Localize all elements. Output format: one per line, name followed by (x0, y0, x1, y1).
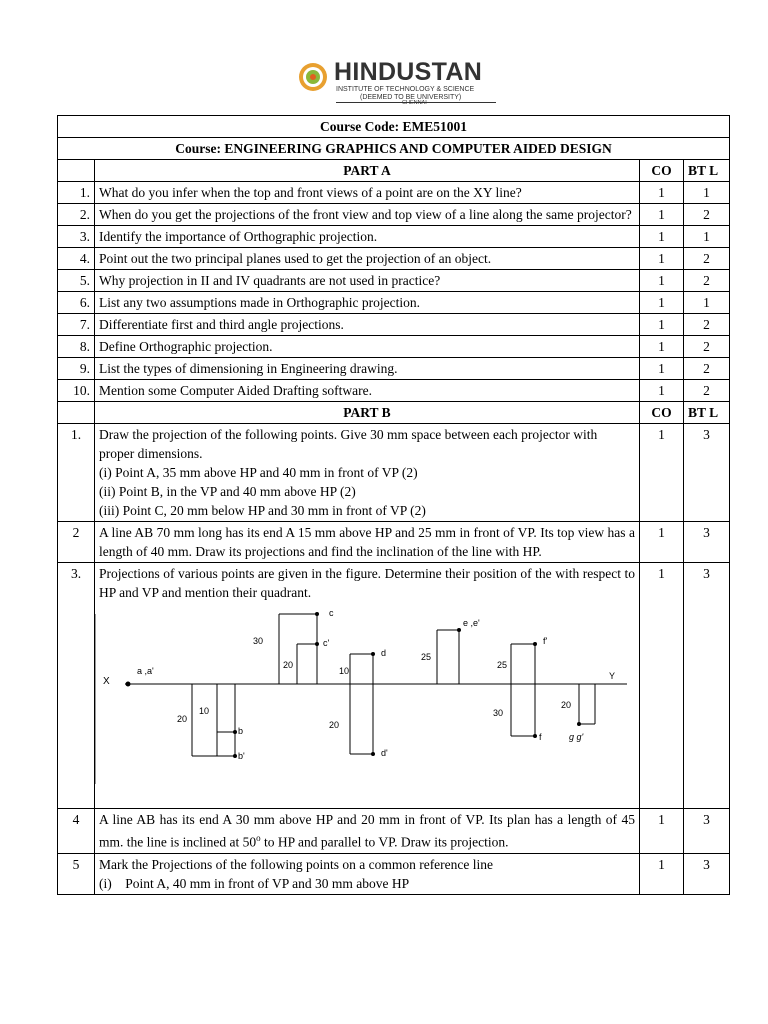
question-line: Projections of various points are given in the figure. Determine their position of the with respect to HP and VP and mention their quadrant. (99, 566, 635, 600)
part-a-title: PART A (95, 160, 640, 182)
question-row (58, 336, 730, 358)
question-line: (iii) Point C, 20 mm below HP and 30 mm in front of VP (2) (99, 503, 426, 518)
question-line: (ii) Point B, in the VP and 40 mm above HP (2) (99, 484, 356, 499)
co-value: 1 (640, 853, 684, 894)
co-header: CO (640, 160, 684, 182)
btl-value: 1 (684, 292, 730, 314)
question-number: 6. (58, 292, 95, 314)
question-row (58, 522, 730, 563)
label-c: c (329, 608, 334, 618)
question-line: Mark the Projections of the following points on a common reference line (99, 856, 494, 872)
logo-name: HINDUSTAN (334, 58, 483, 86)
projection-figure (99, 602, 635, 807)
question-text: What do you infer when the top and front views of a point are on the XY line? (95, 182, 640, 204)
label-a: a ,a' (137, 666, 154, 676)
logo-subtitle: INSTITUTE OF TECHNOLOGY & SCIENCE (336, 86, 475, 93)
dim-e25: 25 (421, 652, 432, 662)
co-value: 1 (640, 358, 684, 380)
question-row (58, 248, 730, 270)
btl-value: 1 (684, 226, 730, 248)
co-header: CO (640, 402, 684, 424)
dim-c30: 30 (253, 636, 264, 646)
question-text: Define Orthographic projection. (95, 336, 640, 358)
question-text: Differentiate first and third angle projections. (95, 314, 640, 336)
question-text (95, 563, 640, 809)
question-number: 4 (58, 809, 95, 854)
part-b-header (58, 402, 730, 424)
dim-b20: 20 (177, 714, 188, 724)
question-text: A line AB 70 mm long has its end A 15 mm above HP and 25 mm in front of VP. Its top view has a length of 40 mm. Draw its projections and find the inclination of the line with HP. (95, 522, 640, 563)
question-number: 4. (58, 248, 95, 270)
question-number: 8. (58, 336, 95, 358)
question-row (58, 809, 730, 854)
question-text: When do you get the projections of the front view and top view of a line along the same projector? (95, 204, 640, 226)
label-f-prime: f' (543, 636, 548, 646)
question-number: 3. (58, 563, 95, 809)
co-value: 1 (640, 336, 684, 358)
x-label: X (103, 676, 110, 687)
question-text-part: A line AB has its end A 30 mm above HP and 20 mm in front of VP. Its plan has a length of 45 mm. the line is inclined at 50 (99, 812, 635, 850)
question-row (58, 563, 730, 809)
co-value: 1 (640, 522, 684, 563)
dim-b10: 10 (199, 706, 210, 716)
btl-value: 3 (684, 522, 730, 563)
co-value: 1 (640, 424, 684, 522)
label-e: e ,e' (463, 618, 480, 628)
label-d-prime: d' (381, 748, 388, 758)
question-number: 7. (58, 314, 95, 336)
co-value: 1 (640, 809, 684, 854)
question-text: List the types of dimensioning in Engineering drawing. (95, 358, 640, 380)
label-f: f (539, 732, 542, 742)
question-text (95, 424, 640, 522)
btl-value: 2 (684, 248, 730, 270)
question-subline: (i) Point A, 40 mm in front of VP and 30 mm above HP (99, 875, 410, 891)
label-b: b (238, 726, 244, 736)
dim-d20: 20 (329, 720, 340, 730)
question-row (58, 380, 730, 402)
dim-d10: 10 (339, 666, 350, 676)
co-value: 1 (640, 270, 684, 292)
btl-header: BT L (684, 402, 730, 424)
co-value: 1 (640, 563, 684, 809)
question-text-part: to HP and parallel to VP. Draw its projection. (260, 834, 509, 850)
question-text: Identify the importance of Orthographic projection. (95, 226, 640, 248)
question-row (58, 270, 730, 292)
question-text (95, 853, 640, 894)
dim-f25: 25 (497, 660, 508, 670)
btl-value: 2 (684, 270, 730, 292)
co-value: 1 (640, 204, 684, 226)
question-text: Mention some Computer Aided Drafting software. (95, 380, 640, 402)
btl-value: 2 (684, 336, 730, 358)
logo-city: CHENNAI (402, 100, 427, 106)
question-row (58, 853, 730, 894)
question-number: 1. (58, 182, 95, 204)
institute-logo (298, 60, 502, 110)
question-row (58, 226, 730, 248)
btl-value: 3 (684, 809, 730, 854)
question-line: (i) Point A, 35 mm above HP and 40 mm in front of VP (2) (99, 465, 418, 480)
question-paper-table (57, 115, 730, 895)
label-c-prime: c' (323, 638, 330, 648)
question-row (58, 358, 730, 380)
btl-value: 3 (684, 853, 730, 894)
question-row (58, 424, 730, 522)
degree-symbol: o (256, 833, 261, 843)
course-code: Course Code: EME51001 (58, 116, 730, 138)
question-number: 5. (58, 270, 95, 292)
co-value: 1 (640, 314, 684, 336)
question-row (58, 182, 730, 204)
logo-subtitle-2: (DEEMED TO BE UNIVERSITY) (360, 94, 462, 101)
btl-value: 2 (684, 380, 730, 402)
question-row (58, 204, 730, 226)
co-value: 1 (640, 182, 684, 204)
btl-value: 2 (684, 358, 730, 380)
logo-emblem-icon (298, 62, 328, 92)
btl-value: 3 (684, 563, 730, 809)
btl-value: 2 (684, 314, 730, 336)
question-line: Draw the projection of the following points. Give 30 mm space between each projector with proper dimensions. (99, 427, 598, 461)
question-text: List any two assumptions made in Orthographic projection. (95, 292, 640, 314)
question-number: 1. (58, 424, 95, 522)
btl-value: 1 (684, 182, 730, 204)
question-number: 3. (58, 226, 95, 248)
dim-g20: 20 (561, 700, 572, 710)
co-value: 1 (640, 248, 684, 270)
label-g: g g' (569, 732, 584, 742)
question-text: Point out the two principal planes used to get the projection of an object. (95, 248, 640, 270)
btl-value: 2 (684, 204, 730, 226)
question-number: 2 (58, 522, 95, 563)
y-label: Y (609, 671, 616, 681)
part-b-title: PART B (95, 402, 640, 424)
dim-f30: 30 (493, 708, 504, 718)
label-d: d (381, 648, 387, 658)
btl-header: BT L (684, 160, 730, 182)
question-number: 10. (58, 380, 95, 402)
dim-c20: 20 (283, 660, 294, 670)
question-number: 5 (58, 853, 95, 894)
course-title: Course: ENGINEERING GRAPHICS AND COMPUTER AIDED DESIGN (58, 138, 730, 160)
co-value: 1 (640, 380, 684, 402)
label-b-prime: b' (238, 751, 245, 761)
question-number: 9. (58, 358, 95, 380)
question-number: 2. (58, 204, 95, 226)
question-row (58, 292, 730, 314)
part-a-header (58, 160, 730, 182)
question-row (58, 314, 730, 336)
co-value: 1 (640, 292, 684, 314)
co-value: 1 (640, 226, 684, 248)
question-text (95, 809, 640, 854)
question-text: Why projection in II and IV quadrants are not used in practice? (95, 270, 640, 292)
btl-value: 3 (684, 424, 730, 522)
